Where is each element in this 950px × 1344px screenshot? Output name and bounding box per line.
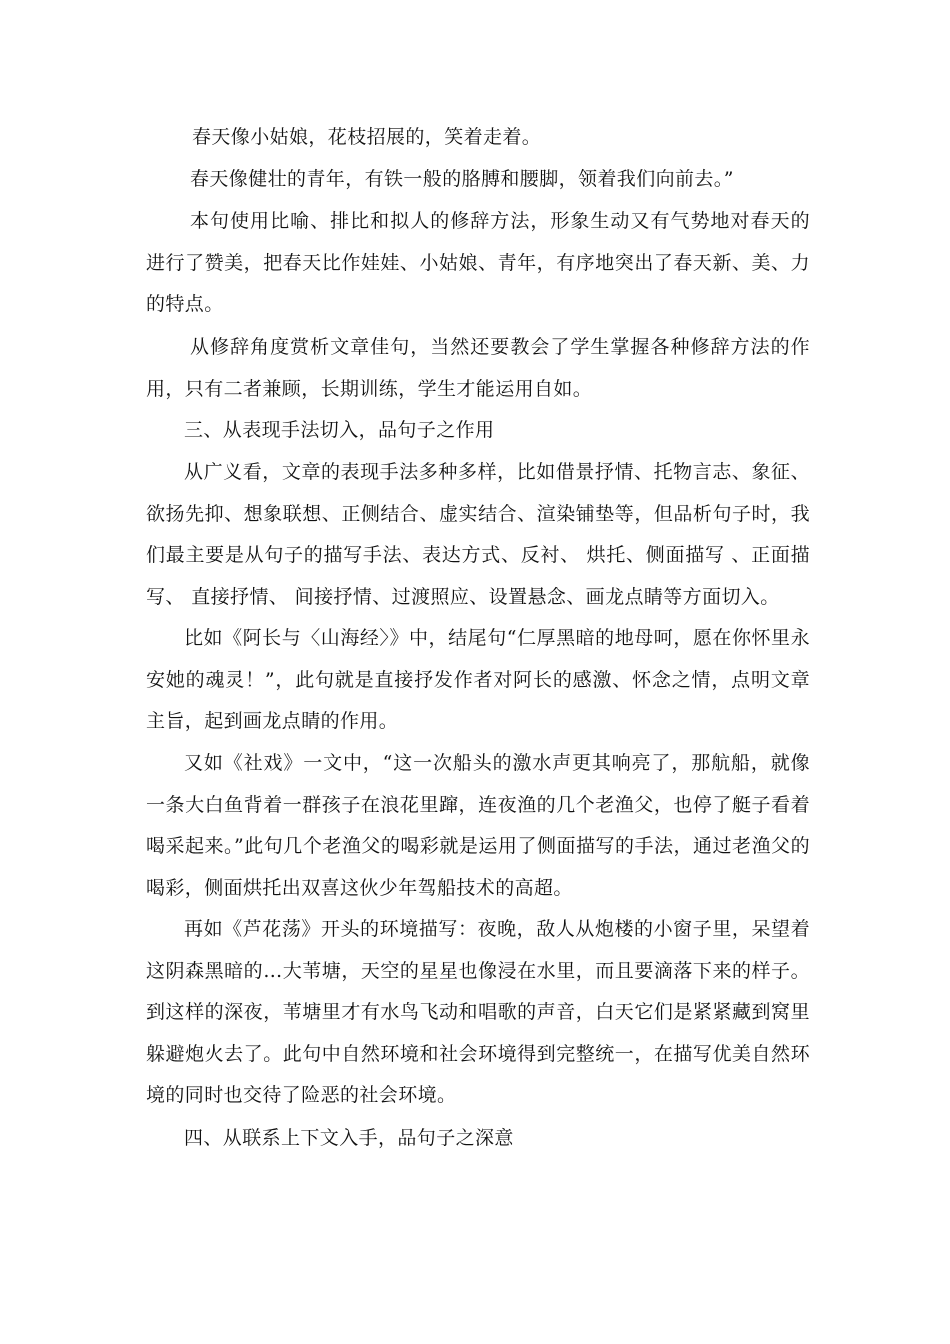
paragraph-rhetoric-analysis: 本句使用比喻、排比和拟人的修辞方法，形象生动又有气势地对春天的进行了赞美，把春天比作娃娃、小姑娘、青年，有序地突出了春天新、美、力的特点。 <box>146 210 810 315</box>
paragraph-spring-youth: 春天像健壮的青年，有铁一般的胳膊和腰脚，领着我们向前去。” <box>190 168 734 190</box>
paragraph-rhetoric-summary: 从修辞角度赏析文章佳句，当然还要教会了学生掌握各种修辞方法的作用，只有二者兼顾，长期训练，学生才能运用自如。 <box>146 336 810 400</box>
paragraph-example-luhuadang: 再如《芦花荡》开头的环境描写：夜晚，敌人从炮楼的小窗子里，呆望着这阴森黑暗的…大苇塘，天空的星星也像浸在水里，而且要滴落下来的样子。到这样的深夜，苇塘里才有水鸟飞动和唱歌的声音，白天它们是紧紧藏到窝里躲避炮火去了。此句中自然环境和社会环境得到完整统一，在描写优美自然环境的同时也交待了险恶的社会环境。 <box>146 918 810 1106</box>
paragraph-example-achang: 比如《阿长与〈山海经〉》中，结尾句“仁厚黑暗的地母呵，愿在你怀里永安她的魂灵！”，此句就是直接抒发作者对阿长的感激、怀念之情，点明文章主旨，起到画龙点睛的作用。 <box>146 627 810 732</box>
paragraph-example-shexi: 又如《社戏》一文中，“这一次船头的激水声更其响亮了，那航船，就像一条大白鱼背着一群孩子在浪花里蹿，连夜渔的几个老渔父，也停了艇子看着喝采起来。”此句几个老渔父的喝彩就是运用了侧面描写的手法，通过老渔父的喝彩，侧面烘托出双喜这伙少年驾船技术的高超。 <box>146 752 810 899</box>
paragraph-techniques: 从广义看，文章的表现手法多种多样，比如借景抒情、托物言志、象征、欲扬先抑、想象联想、正侧结合、虚实结合、渲染铺垫等，但品析句子时，我们最主要是从句子的描写手法、表达方式、反衬、 烘托、侧面描写 、正面描写、 直接抒情、 间接抒情、过渡照应、设置悬念、画龙点睛等方面切入。 <box>146 461 810 608</box>
section-heading-four: 四、从联系上下文入手，品句子之深意 <box>184 1127 514 1149</box>
paragraph-spring-girl: 春天像小姑娘，花枝招展的，笑着走着。 <box>192 126 542 148</box>
section-heading-three: 三、从表现手法切入，品句子之作用 <box>184 419 495 441</box>
